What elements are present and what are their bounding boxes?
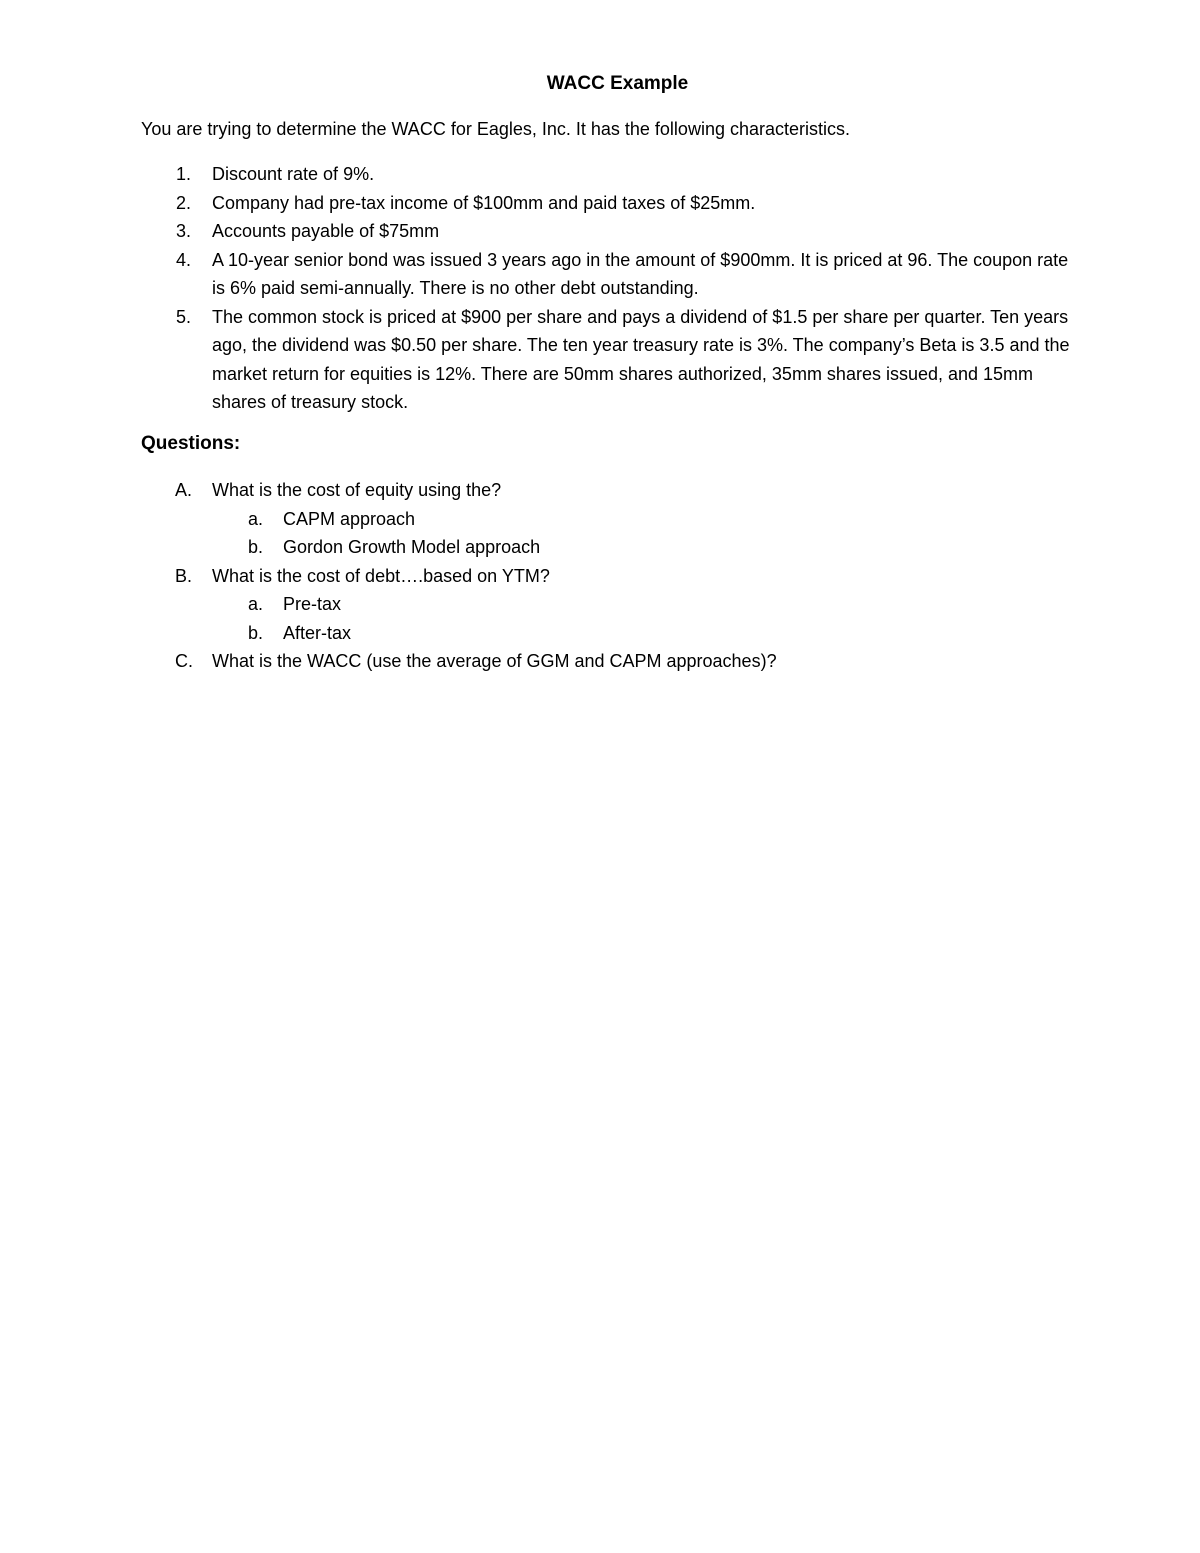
sub-question-text: CAPM approach <box>283 508 416 529</box>
item-text: Accounts payable of $75mm <box>212 221 440 241</box>
sub-question-item <box>212 533 1041 562</box>
characteristic-item <box>141 217 1086 246</box>
item-text: A 10-year senior bond was issued 3 years ago in the amount of $900mm. It is priced at 96. The coupon rate is 6% paid semi-annually. There is no other debt outstanding. <box>212 249 1069 298</box>
sub-question-item <box>212 590 1041 619</box>
sub-question-item <box>212 505 1041 534</box>
sub-question-text: Gordon Growth Model approach <box>283 537 541 557</box>
characteristic-item <box>141 303 1086 417</box>
question-letter: C. <box>175 651 193 671</box>
question-text: What is the cost of equity using the? <box>212 480 502 500</box>
question-text: What is the cost of debt….based on YTM? <box>212 565 550 586</box>
item-text: Discount rate of 9%. <box>212 164 375 184</box>
characteristics-list <box>141 160 1086 417</box>
questions-list <box>141 476 1041 676</box>
item-number: 2. <box>176 192 192 213</box>
sub-question-list <box>212 590 1041 647</box>
item-text: Company had pre-tax income of $100mm and paid taxes of $25mm. <box>212 192 756 213</box>
item-number: 3. <box>176 221 192 241</box>
sub-question-text: Pre-tax <box>283 594 342 614</box>
item-number: 1. <box>176 164 192 184</box>
question-letter: A. <box>175 480 193 500</box>
characteristic-item <box>141 160 1086 189</box>
sub-question-letter: b. <box>248 537 264 557</box>
question-text: What is the WACC (use the average of GGM and CAPM approaches)? <box>212 651 777 671</box>
sub-question-text: After-tax <box>283 622 352 643</box>
sub-question-list <box>212 505 1041 562</box>
question-item <box>141 647 1041 676</box>
sub-question-item <box>212 619 1041 648</box>
characteristic-item <box>141 189 1086 218</box>
sub-question-letter: a. <box>248 508 264 529</box>
question-letter: B. <box>175 565 193 586</box>
intro-paragraph: You are trying to determine the WACC for Eagles, Inc. It has the following characteristics. <box>141 119 850 139</box>
document-title: WACC Example <box>546 73 689 94</box>
question-item <box>141 562 1041 648</box>
item-number: 4. <box>176 249 192 270</box>
item-text: The common stock is priced at $900 per share and pays a dividend of $1.5 per share per quarter. Ten years ago, the dividend was $0.50 per share. The ten year treasury rate is 3%. The company’s Beta is 3.5 and the market return for equities is 12%. There are 50mm shares authorized, 35mm shares issued, and 15mm shares of treasury stock. <box>212 306 1070 412</box>
sub-question-letter: a. <box>248 594 264 614</box>
item-number: 5. <box>176 306 192 327</box>
characteristic-item <box>141 246 1086 303</box>
sub-question-letter: b. <box>248 622 264 643</box>
question-item <box>141 476 1041 562</box>
questions-heading: Questions: <box>141 433 241 454</box>
